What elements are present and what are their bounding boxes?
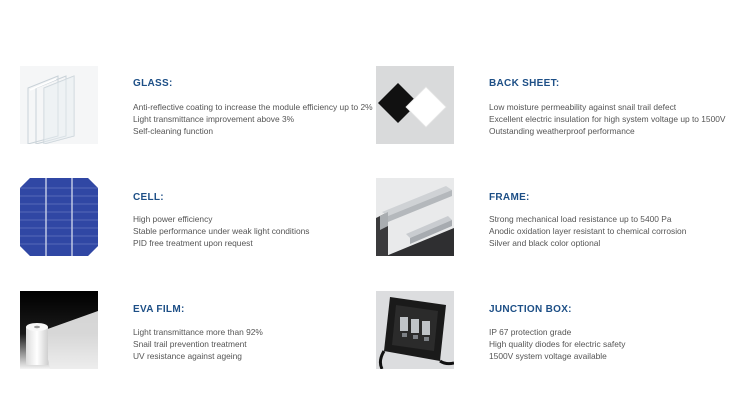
eva-film-line-1: Light transmittance more than 92% [133,327,263,337]
back-sheet-line-3: Outstanding weatherproof performance [489,126,635,136]
back-sheet-title: BACK SHEET: [489,78,560,89]
cell-title: CELL: [133,192,164,203]
eva-film-line-2: Snail trail prevention treatment [133,339,247,349]
back-sheet-line-1: Low moisture permeability against snail trail defect [489,102,677,112]
glass-line-3: Self-cleaning function [133,126,214,136]
glass-description [133,101,373,137]
cell-line-1: High power efficiency [133,214,213,224]
eva-film-roll-image [20,291,98,369]
junction-box-line-1: IP 67 protection grade [489,327,572,337]
frame-line-2: Anodic oxidation layer resistant to chemical corrosion [489,226,687,236]
back-sheet-line-2: Excellent electric insulation for high system voltage up to 1500V [489,114,726,124]
cell-description [133,213,309,249]
eva-film-line-3: UV resistance against ageing [133,351,242,361]
junction-box-line-3: 1500V system voltage available [489,351,607,361]
glass-title: GLASS: [133,78,173,89]
cell-line-2: Stable performance under weak light conditions [133,226,310,236]
glass-sheets-image [20,66,98,144]
junction-box-line-2: High quality diodes for electric safety [489,339,626,349]
glass-line-2: Light transmittance improvement above 3% [133,114,295,124]
back-sheet-description [489,101,726,137]
back-sheet-image [376,66,454,144]
eva-film-title: EVA FILM: [133,304,185,315]
glass-line-1: Anti-reflective coating to increase the module efficiency up to 2% [133,102,373,112]
frame-line-1: Strong mechanical load resistance up to 5400 Pa [489,214,672,224]
aluminum-frame-image [376,178,454,256]
eva-film-description [133,326,263,362]
junction-box-image [376,291,454,369]
frame-line-3: Silver and black color optional [489,238,601,248]
junction-box-description [489,326,625,362]
solar-cell-image [20,178,98,256]
frame-description [489,213,686,249]
junction-box-title: JUNCTION BOX: [489,304,572,315]
frame-title: FRAME: [489,192,530,203]
cell-line-3: PID free treatment upon request [133,238,253,248]
